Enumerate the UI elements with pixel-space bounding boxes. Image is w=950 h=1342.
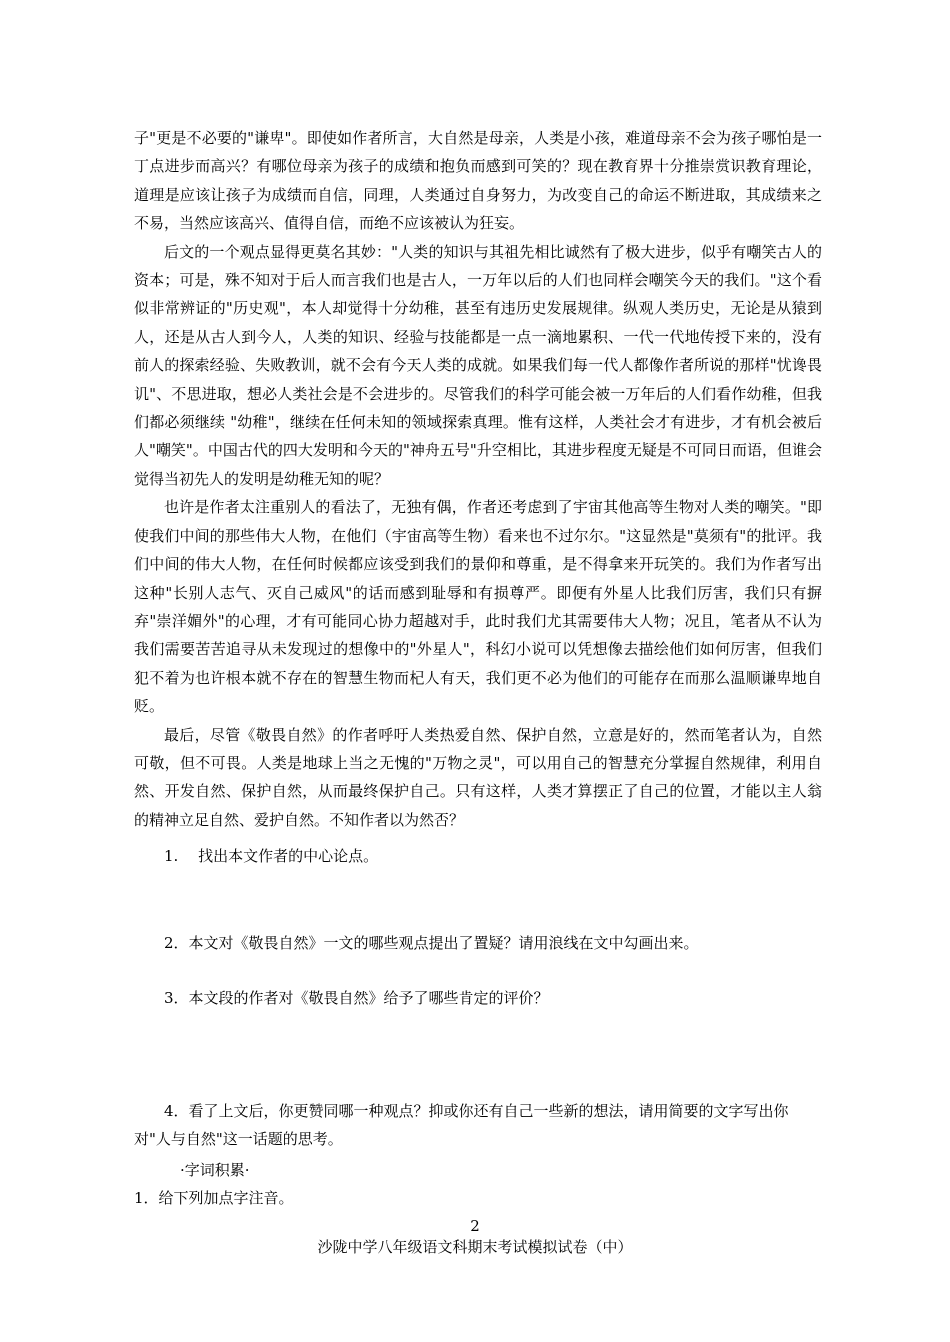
paragraph-continued: 子"更是不必要的"谦卑"。即使如作者所言，大自然是母亲，人类是小孩，难道母亲不会为孩子哪怕是一丁点进步而高兴？有哪位母亲为孩子的成绩和抱负而感到可笑的？现在教育界十分推崇赏识教育理论，道理是应该让孩子为成绩而自信，同理，人类通过自身努力，为改变自己的命运不断进取，其成绩来之不易，当然应该高兴、值得自信，而绝不应该被认为狂妄。 xyxy=(134,129,822,233)
exam-title: 沙陇中学八年级语文科期末考试模拟试卷（中） xyxy=(317,1238,633,1256)
paragraph: 最后，尽管《敬畏自然》的作者呼吁人类热爱自然、保护自然，立意是好的，然而笔者认为，自然可敬，但不可畏。人类是地球上当之无愧的"万物之灵"，可以用自己的智慧充分掌握自然规律，利用自然、开发自然、保护自然，从而最终保护自己。只有这样，人类才算摆正了自己的位置，才能以主人翁的精神立足自然、爱护自然。不知作者以为然否？ xyxy=(134,725,822,829)
page-number: 2 xyxy=(470,1217,480,1235)
article-body xyxy=(134,124,822,834)
question-2: 2．本文对《敬畏自然》一文的哪些观点提出了置疑？请用浪线在文中勾画出来。 xyxy=(164,934,699,952)
paragraph: 后文的一个观点显得更莫名其妙："人类的知识与其祖先相比诚然有了极大进步，似乎有嘲笑古人的资本；可是，殊不知对于后人而言我们也是古人，一万年以后的人们也同样会嘲笑今天的我们。"这个看似非常辨证的"历史观"，本人却觉得十分幼稚，甚至有违历史发展规律。纵观人类历史，无论是从猿到人，还是从古人到今人，人类的知识、经验与技能都是一点一滴地累积、一代一代地传授下来的，没有前人的探索经验、失败教训，就不会有今天人类的成就。如果我们每一代人都像作者所说的那样"忧谗畏讥"、不思进取，想必人类社会是不会进步的。尽管我们的科学可能会被一万年后的人们看作幼稚，但我们都必须继续 "幼稚"，继续在任何未知的领域探索真理。惟有这样，人类社会才有进步，才有机会被后人"嘲笑"。中国古代的四大发明和今天的"神舟五号"升空相比，其进步程度无疑是不可同日而语，但谁会觉得当初先人的发明是幼稚无知的呢？ xyxy=(134,242,822,488)
section-item: 1．给下列加点字注音。 xyxy=(134,1189,294,1207)
question-4: 4．看了上文后，你更赞同哪一种观点？抑或你还有自己一些新的想法，请用简要的文字写出你对"人与自然"这一话题的思考。 xyxy=(134,1102,789,1149)
question-1: 1. 找出本文作者的中心论点。 xyxy=(164,847,379,865)
section-heading: ·字词积累· xyxy=(180,1161,250,1179)
paragraph: 也许是作者太注重别人的看法了，无独有偶，作者还考虑到了宇宙其他高等生物对人类的嘲笑。"即使我们中间的那些伟大人物，在他们（宇宙高等生物）看来也不过尔尔。"这显然是"莫须有"的批评。我们中间的伟大人物，在任何时候都应该受到我们的景仰和尊重，是不得拿来开玩笑的。我们为作者写出这种"长别人志气、灭自己威风"的话而感到耻辱和有损尊严。即便有外星人比我们厉害，我们只有摒弃"崇洋媚外"的心理，才有可能同心协力超越对手，此时我们尤其需要伟大人物；况且，笔者从不认为我们需要苦苦追寻从未发现过的想像中的"外星人"，科幻小说可以凭想像去描绘他们如何厉害，但我们犯不着为也许根本就不存在的智慧生物而杞人有天，我们更不必为他们的可能存在而那么温顺谦卑地自贬。 xyxy=(134,498,822,716)
question-3: 3．本文段的作者对《敬畏自然》给予了哪些肯定的评价？ xyxy=(164,989,549,1007)
